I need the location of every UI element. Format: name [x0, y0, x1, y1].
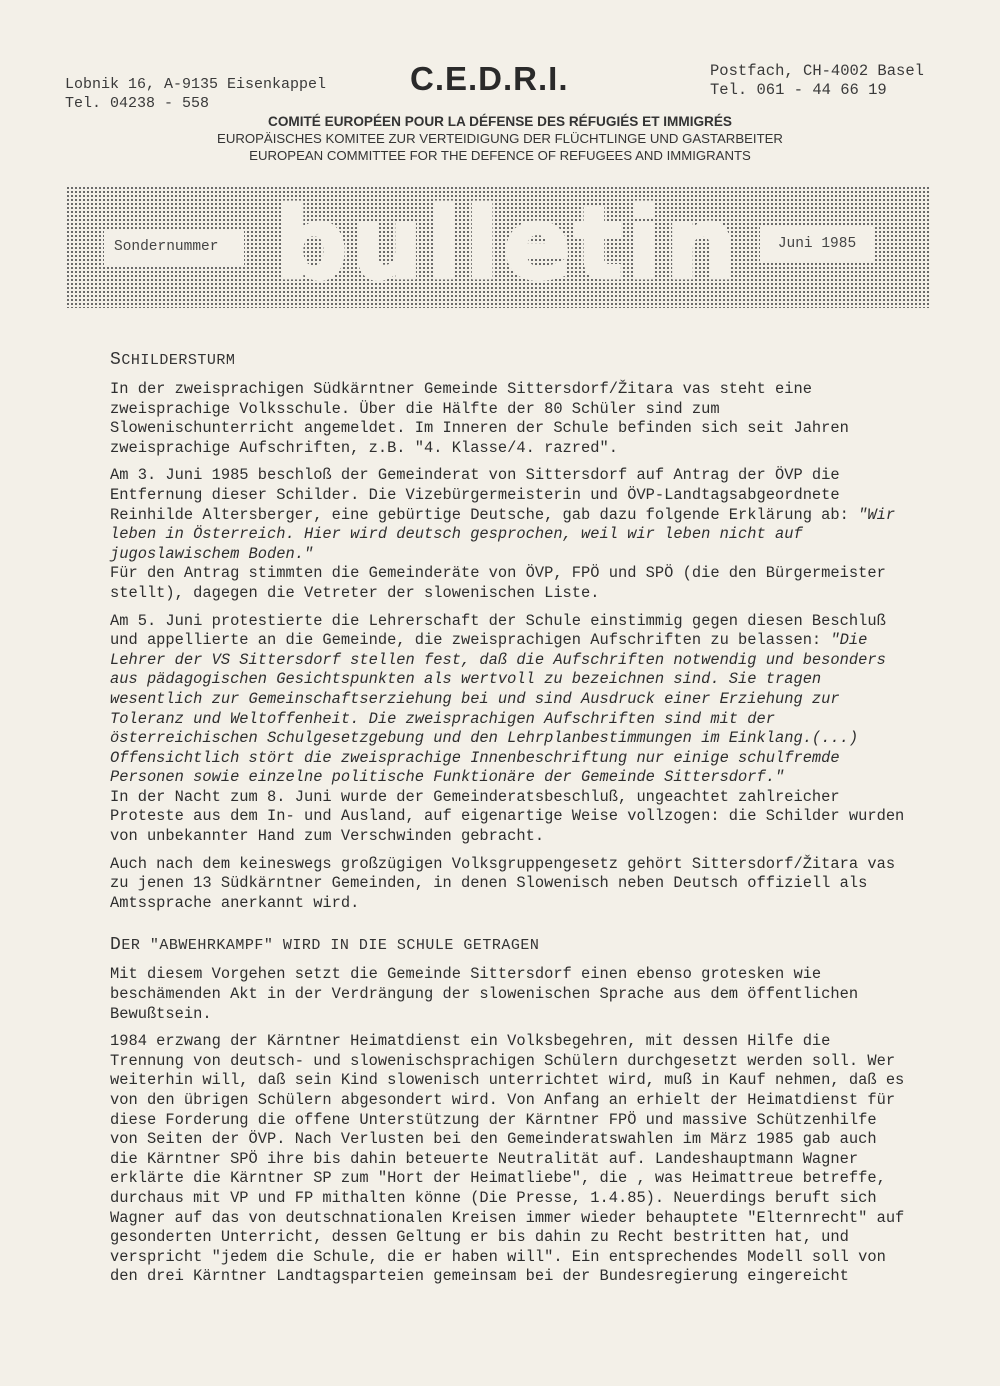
banner-date: Juni 1985 — [760, 226, 874, 262]
paragraph-6: 1984 erzwang der Kärntner Heimatdienst ein Volksbegehren, mit dessen Hilfe die Trennung von deutsch- und slowenischsprachigen Schülern durchgesetzt werden soll. Wer weiterhin will, daß sein Kind slowenisch unterrichtet wird, muß in Kauf nehmen, daß es von den übrigen Schülern abgesondert wird. Von Anfang an erhielt der Heimatdienst für diese Forderung die offene Unterstützung der Kärntner FPÖ und massive Schützenhilfe von Seiten der ÖVP. Nach Verlusten bei den Gemeinderatswahlen im März 1985 gab auch die Kärntner SPÖ ihre bis dahin beteuerte Neutralität auf. Landeshauptmann Wagner erklärte die Kärntner SP zum "Hort der Heimatliebe", die , was Heimattreue betreffe, durchaus mit VP und FP mithalten könne (Die Presse, 1.4.85). Neuerdings beruft sich Wagner auf das von deutschnationalen Kreisen immer wieder behauptete "Elternrecht" auf gesonderten Unterricht, dessen Geltung er bis dahin zu Recht bestritten hat, und verspricht "jedem die Schule, die er haben will". Ein entsprechendes Modell soll von den drei Kärntner Landtagsparteien gemeinsam bei der Bundesregierung eingereicht — [110, 1032, 905, 1286]
paragraph-3 — [110, 612, 910, 847]
paragraph-1: In der zweisprachigen Südkärntner Gemeinde Sittersdorf/Žitara vas steht eine zweisprachige Volksschule. Über die Hälfte der 80 Schüler sind zum Slowenischunterricht angemeldet. Im Inneren der Schule befinden sich seit Jahren zweisprachige Aufschriften, z.B. "4. Klasse/4. razred". — [110, 380, 849, 457]
paragraph-2-text: Am 3. Juni 1985 beschloß der Gemeinderat von Sittersdorf auf Antrag der ÖVP die Entfernung dieser Schilder. Die Vizebürgermeisterin und ÖVP-Landtagsabgeordnete Reinhilde Altersberger, eine gebürtige Deutsche, gab dazu folgende Erklärung ab: — [110, 466, 859, 524]
org-name-de: EUROPÄISCHES KOMITEE ZUR VERTEIDIGUNG DER FLÜCHTLINGE UND GASTARBEITER — [217, 131, 783, 146]
section-title-rest: ER "ABWEHRKAMPF" WIRD IN DIE SCHULE GETRAGEN — [121, 937, 540, 955]
address-left — [65, 75, 326, 113]
banner-title: bulletin — [276, 185, 741, 302]
bulletin-banner — [66, 186, 930, 308]
paragraph-3-quote: "Die Lehrer der VS Sittersdorf stellen fest, daß die Aufschriften notwendig und besonders aus pädagogischen Gesichtspunkten als wertvoll zu bezeichnen sind. Sie tragen wesentlich zur Gemeinschaftserziehung bei und sind Ausdruck einer Erziehung zur Toleranz und Weltoffenheit. Die zweisprachigen Aufschriften sind mit der österreichischen Schulgesetzgebung und den Lehrplanbestimmungen im Einklang.(...) Offensichtlich stört die zweisprachige Innenbeschriftung nur einige schulfremde Personen sowie einzelne politische Funktionäre der Gemeinde Sittersdorf." — [110, 631, 886, 787]
section-title-initial: S — [110, 350, 122, 370]
document-body — [110, 350, 910, 1295]
paragraph-3-text: Am 5. Juni protestierte die Lehrerschaft der Schule einstimmig gegen diesen Beschluß und appellierte an die Gemeinde, die zweisprachigen Aufschriften zu belassen: — [110, 611, 886, 650]
address-right — [710, 62, 924, 100]
paragraph-2-quote: "Wir leben in Österreich. Hier wird deutsch gesprochen, weil wir leben nicht auf jugoslawischem Boden." — [110, 505, 896, 563]
org-names — [150, 113, 850, 164]
section-title-schildersturm — [110, 350, 910, 370]
section-title-abwehrkampf — [110, 935, 910, 955]
org-abbreviation: C.E.D.R.I. — [410, 60, 569, 97]
banner-left-label: Sondernummer — [104, 229, 244, 265]
section-title-initial: D — [110, 935, 122, 956]
address-right-line-2: Tel. 061 - 44 66 19 — [710, 81, 887, 99]
paragraph-5: Mit diesem Vorgehen setzt die Gemeinde Sittersdorf einen ebenso grotesken wie beschämenden Akt in der Verdrängung der slowenischen Sprache aus dem öffentlichen Bewußtsein. — [110, 965, 859, 1023]
paragraph-2 — [110, 466, 910, 603]
section-title-rest: CHILDERSTURM — [121, 352, 236, 369]
address-right-line-1: Postfach, CH-4002 Basel — [710, 62, 924, 80]
org-name-fr: COMITÉ EUROPÉEN POUR LA DÉFENSE DES RÉFUGIÉS ET IMMIGRÉS — [268, 114, 732, 129]
paragraph-3-continued: In der Nacht zum 8. Juni wurde der Gemeinderatsbeschluß, ungeachtet zahlreicher Proteste aus dem In- und Ausland, auf eigenartige Weise vollzogen: die Schilder wurden von unbekannter Hand zum Verschwinden gebracht. — [110, 787, 905, 846]
paragraph-2-continued: Für den Antrag stimmten die Gemeinderäte von ÖVP, FPÖ und SPÖ (die den Bürgermeister stellt), dagegen die Vetreter der slowenischen Liste. — [110, 564, 886, 602]
address-left-line-2: Tel. 04238 - 558 — [65, 95, 210, 112]
address-left-line-1: Lobnik 16, A-9135 Eisenkappel — [65, 76, 327, 93]
org-name-en: EUROPEAN COMMITTEE FOR THE DEFENCE OF REFUGEES AND IMMIGRANTS — [249, 148, 751, 163]
paragraph-4: Auch nach dem keineswegs großzügigen Volksgruppengesetz gehört Sittersdorf/Žitara vas zu jenen 13 Südkärntner Gemeinden, in denen Slowenisch neben Deutsch offiziell als Amtssprache anerkannt wird. — [110, 854, 896, 912]
